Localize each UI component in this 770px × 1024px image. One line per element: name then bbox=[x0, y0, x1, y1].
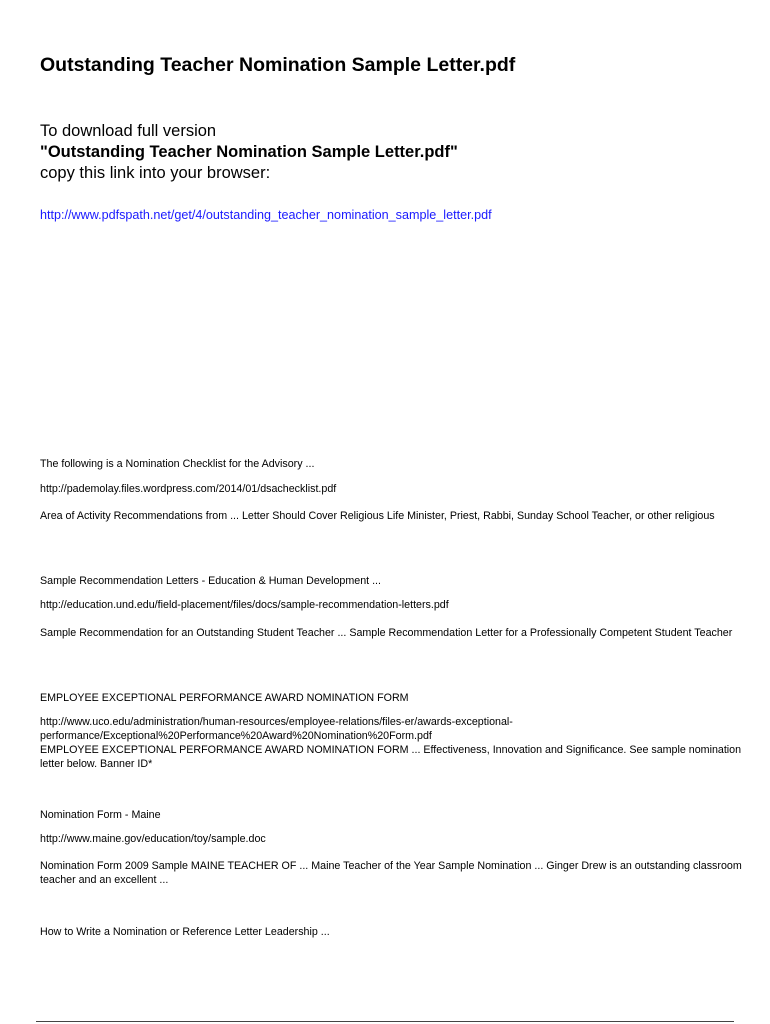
result-description: Area of Activity Recommendations from ... Letter Should Cover Religious Life Minister, Priest, Rabbi, Sunday School Teacher, or other religious bbox=[40, 510, 715, 522]
download-instructions bbox=[40, 121, 740, 184]
download-line-1: To download full version bbox=[40, 122, 217, 140]
result-title: Nomination Form - Maine bbox=[40, 809, 161, 821]
result-url[interactable]: http://education.und.edu/field-placement/files/docs/sample-recommendation-letters.pdf bbox=[40, 599, 449, 611]
result-title: How to Write a Nomination or Reference Letter Leadership ... bbox=[40, 926, 330, 938]
footer-divider bbox=[36, 1021, 734, 1022]
result-description: Nomination Form 2009 Sample MAINE TEACHER OF ... Maine Teacher of the Year Sample Nomination ... Ginger Drew is an outstanding classroom teacher and an excellent ... bbox=[40, 860, 742, 886]
result-url[interactable]: http://www.maine.gov/education/toy/sample.doc bbox=[40, 833, 266, 845]
result-url[interactable]: http://pademolay.files.wordpress.com/2014/01/dsachecklist.pdf bbox=[40, 483, 337, 495]
result-description: Sample Recommendation for an Outstanding Student Teacher ... Sample Recommendation Letter for a Professionally Competent Student Teacher bbox=[40, 627, 733, 639]
download-filename: "Outstanding Teacher Nomination Sample Letter.pdf" bbox=[40, 143, 458, 161]
download-link[interactable]: http://www.pdfspath.net/get/4/outstanding_teacher_nomination_sample_letter.pdf bbox=[40, 208, 492, 222]
result-title: The following is a Nomination Checklist for the Advisory ... bbox=[40, 458, 315, 470]
page-title: Outstanding Teacher Nomination Sample Letter.pdf bbox=[40, 54, 516, 76]
result-description: EMPLOYEE EXCEPTIONAL PERFORMANCE AWARD NOMINATION FORM ... Effectiveness, Innovation and Significance. See sample nomination letter below. Banner ID* bbox=[40, 744, 742, 770]
result-title: Sample Recommendation Letters - Education & Human Development ... bbox=[40, 575, 381, 587]
result-url[interactable]: http://www.uco.edu/administration/human-resources/employee-relations/files-er/awards-exceptional-performance/Exceptional%20Performance%20Award%20Nomination%20Form.pdf bbox=[40, 716, 513, 742]
result-title: EMPLOYEE EXCEPTIONAL PERFORMANCE AWARD NOMINATION FORM bbox=[40, 692, 409, 704]
download-line-3: copy this link into your browser: bbox=[40, 164, 271, 182]
